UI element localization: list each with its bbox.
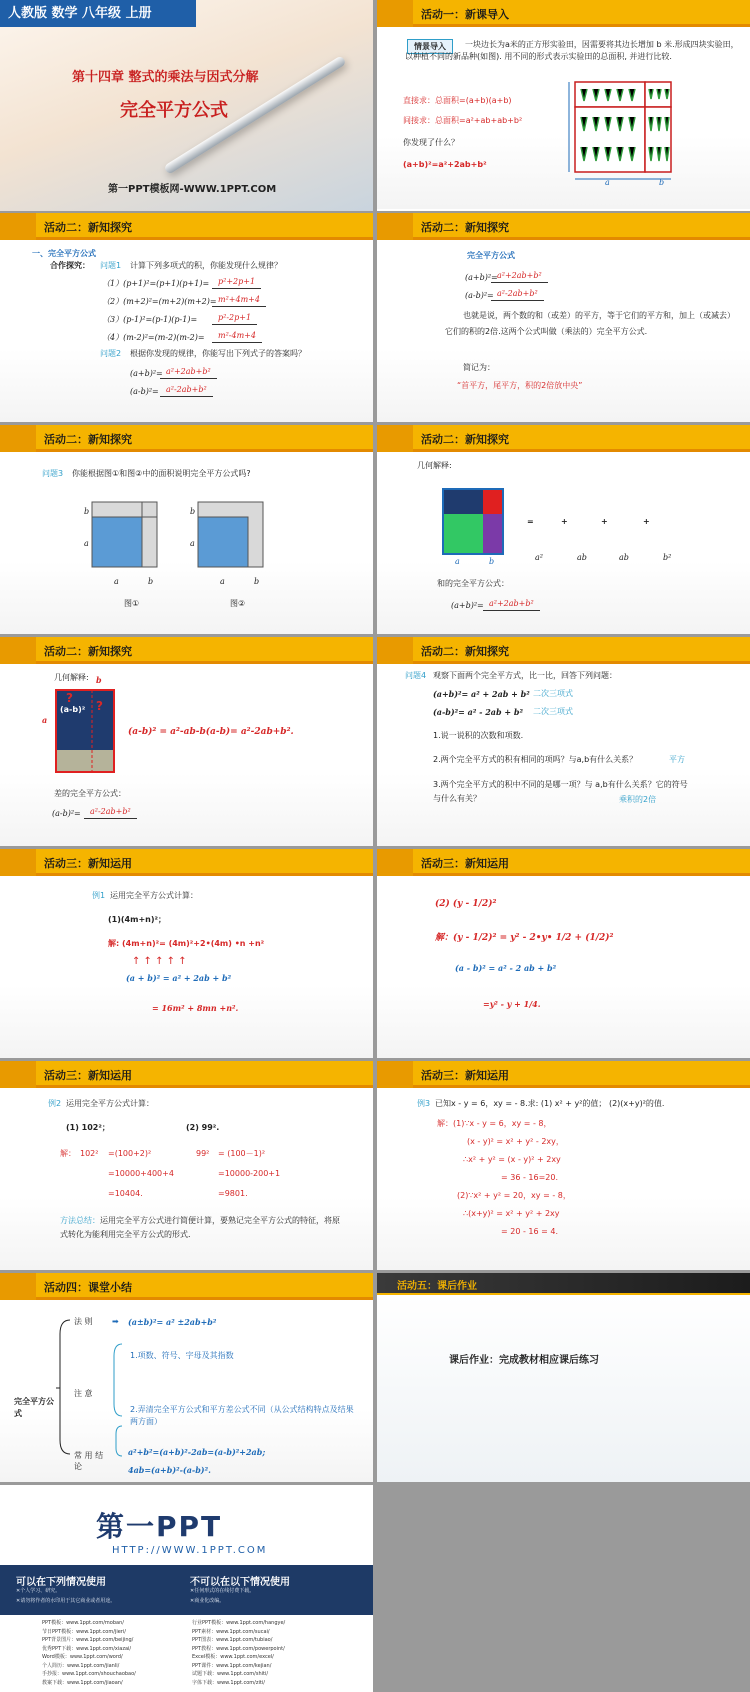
row-3-lhs: （3）(p-1)²=(p-1)(p-1)= xyxy=(102,315,198,324)
links-right xyxy=(192,1619,285,1687)
question3-label: 问题3 xyxy=(42,469,64,478)
question3-text: 你能根据图①和图②中的面积说明完全平方公式吗? xyxy=(72,469,251,478)
fig1-bottom-b: b xyxy=(148,577,154,586)
geo-title: 几何解释: xyxy=(54,673,89,682)
question-mark-2: ? xyxy=(96,699,103,713)
question2-label: 问题2 xyxy=(100,349,122,358)
slide-header-label: 活动二：新知探究 xyxy=(421,221,509,234)
diff-title: 差的完全平方公式： xyxy=(54,789,126,798)
problem-1: (1) 102²； xyxy=(66,1123,110,1132)
sub-question-2: 2.两个完全平方式的积有相同的项吗？与a,b有什么关系？ xyxy=(433,755,638,764)
link-left-2[interactable]: 节日PPT模板：www.1ppt.com/jieri/ xyxy=(42,1628,126,1635)
term-2: ab xyxy=(577,553,587,562)
slide-summary[interactable] xyxy=(0,1273,373,1482)
can-use-1: ✕个人学习、研究。 xyxy=(16,1588,61,1594)
col2-line-2: = (100－1)² xyxy=(218,1149,266,1158)
formula-2-lhs: (a-b)²= xyxy=(465,291,494,300)
formula-title: 完全平方公式 xyxy=(467,251,515,260)
link-right-8[interactable]: 字体下载：www.1ppt.com/ziti/ xyxy=(192,1679,265,1686)
row-2-lhs: （2）(m+2)²=(m+2)(m+2)= xyxy=(102,297,217,306)
diagram-label-a: a xyxy=(42,715,48,725)
slide-apply-1[interactable] xyxy=(0,849,373,1058)
slide-header xyxy=(377,1061,750,1088)
example-text: 已知x - y = 6，xy = - 8.求: (1) x² + y²的值； (2)(x+y)²的值. xyxy=(435,1099,665,1108)
geo-title: 几何解释: xyxy=(417,461,452,470)
sub-answer-3: 乘积的2倍 xyxy=(619,795,657,804)
question1-text: 计算下列多项式的积，你能发现什么规律？ xyxy=(130,261,282,270)
slide-header xyxy=(0,637,373,664)
slide-header-label: 活动三：新知运用 xyxy=(421,857,509,870)
result-formula: (a+b)²=a²+2ab+b² xyxy=(403,160,487,169)
slide-header xyxy=(377,1273,750,1295)
area-label: (a-b)² xyxy=(60,705,86,714)
cannot-use-1: ✕任何形式的在线付费下载。 xyxy=(190,1588,255,1594)
solution-line: 解: (4m+n)²= (4m)²+2•(4m) •n +n² xyxy=(108,939,265,948)
row-3-answer: p²-2p+1 xyxy=(212,312,257,325)
question4-text: 观察下面两个完全平方式，比一比，回答下列问题： xyxy=(433,671,617,680)
slide-credits[interactable] xyxy=(0,1485,373,1692)
col1-line-2: =(100+2)² xyxy=(108,1149,152,1158)
question-text: 你发现了什么？ xyxy=(403,138,459,147)
link-right-2[interactable]: PPT素材：www.1ppt.com/sucai/ xyxy=(192,1628,270,1635)
cover-badge: 人教版 数学 八年级 上册 xyxy=(0,0,196,27)
solution-line-2: (x - y)² = x² + y² - 2xy， xyxy=(467,1137,564,1146)
compare-formula-2: (a-b)²= a² - 2ab + b² xyxy=(433,707,523,717)
fig1-bottom-a: a xyxy=(114,577,119,586)
link-left-7[interactable]: 手抄报：www.1ppt.com/shouchaobao/ xyxy=(42,1671,136,1677)
can-use-2: ✕请勿将作者的水印用于其它商业或者用途。 xyxy=(16,1598,116,1604)
slide-header-label: 活动三：新知运用 xyxy=(44,857,132,870)
question-mark-1: ? xyxy=(66,691,73,705)
label-a-bottom: a xyxy=(605,178,610,187)
coop-label: 合作探究： xyxy=(50,261,90,270)
intro-text: 一块边长为a米的正方形实验田，因需要将其边长增加 b 米.形成四块实验田，以种植不同的新品种(如图). 用不同的形式表示实验田的总面积, 并进行比较. xyxy=(405,40,739,61)
slide-header-label: 活动一：新课导入 xyxy=(421,8,509,21)
question2-text: 根据你发现的规律，你能写出下列式子的答案吗？ xyxy=(130,349,306,358)
slide-header xyxy=(0,1273,373,1300)
plus-2: + xyxy=(601,517,608,526)
slide-apply-4[interactable] xyxy=(377,1061,750,1270)
diff-formula-lhs: (a-b)²= xyxy=(52,809,81,818)
solution-line-1: 解：(1)∵x - y = 6，xy = - 8， xyxy=(437,1119,552,1128)
slide-header-label: 活动二：新知探究 xyxy=(421,645,509,658)
equals-sign: = xyxy=(527,517,534,526)
indirect-formula: 间接求：总面积=a²+ab+ab+b² xyxy=(403,116,523,125)
formula-2-answer: a²-2ab+b² xyxy=(491,288,544,301)
solution-line-6: ∴(x+y)² = x² + y² + 2xy xyxy=(463,1209,560,1218)
row-1-lhs: （1）(p+1)²=(p+1)(p+1)= xyxy=(102,279,210,288)
square-diagram xyxy=(433,484,513,564)
compare-note-2: 二次三项式 xyxy=(533,707,573,716)
figure-1 xyxy=(82,497,172,587)
formula-1-answer: a²+2ab+b² xyxy=(491,270,548,283)
fig1-label-b: b xyxy=(84,507,90,516)
plus-3: + xyxy=(643,517,650,526)
row-4-lhs: （4）(m-2)²=(m-2)(m-2)= xyxy=(102,333,205,342)
slide-header xyxy=(377,0,750,27)
method-summary-text: 运用完全平方公式进行简便计算，要熟记完全平方公式的特征，将原式转化为能利用完全平方公式的形式． xyxy=(60,1216,340,1239)
slide-header-label: 活动二：新知探究 xyxy=(44,221,132,234)
col2-line-1: 99² xyxy=(196,1149,210,1158)
formula-2-answer: a²-2ab+b² xyxy=(160,384,213,397)
row-1-answer: p²+2p+1 xyxy=(212,276,261,289)
brief-label: 简记为： xyxy=(463,363,495,372)
problem-2: (2) 99². xyxy=(186,1123,220,1132)
slide-explore-6[interactable] xyxy=(377,637,750,846)
rule-label: 法 则 xyxy=(74,1317,93,1326)
method-summary xyxy=(60,1214,340,1242)
summary-root: 完全平方公式 xyxy=(14,1397,54,1418)
sub-answer-2: 平方 xyxy=(669,755,685,764)
fig2-label-a: a xyxy=(190,539,195,548)
figure-2 xyxy=(188,497,278,587)
slide-header xyxy=(0,1061,373,1088)
scene-tag: 情景导入 xyxy=(407,39,453,54)
solution-line-7: = 20 - 16 = 4. xyxy=(501,1227,558,1236)
link-left-3[interactable]: PPT背景图片：www.1ppt.com/beijing/ xyxy=(42,1637,134,1643)
formula-description: 也就是说，两个数的和（或差）的平方，等于它们的平方和，加上（或减去）它们的积的2倍.这两个公式叫做（乘法的）完全平方公式. xyxy=(445,311,735,336)
cannot-use-2: ✕商业化改编。 xyxy=(190,1598,225,1604)
slide-cover[interactable] xyxy=(0,0,373,211)
question4-label: 问题4 xyxy=(405,671,427,680)
note-label: 注 意 xyxy=(74,1389,93,1398)
site-watermark: 第一PPT模板网-WWW.1PPT.COM xyxy=(108,184,277,195)
slide-explore-1[interactable] xyxy=(0,213,373,422)
homework-text: 课后作业：完成教材相应课后练习 xyxy=(449,1355,599,1366)
slide-header-label: 活动三：新知运用 xyxy=(421,1069,509,1082)
diagram-label-b: b xyxy=(96,675,102,685)
slide-header xyxy=(377,637,750,664)
fig2-bottom-a: a xyxy=(220,577,225,586)
slide-homework[interactable] xyxy=(377,1273,750,1482)
solution-label: 解： xyxy=(60,1149,76,1158)
diagram-label-b: b xyxy=(489,557,495,566)
example-label: 例3 xyxy=(417,1099,431,1108)
solution-line: 解：(y - 1/2)² = y² - 2•y• 1/2 + (1/2)² xyxy=(435,933,614,943)
common-1: a²+b²=(a+b)²-2ab=(a-b)²+2ab; xyxy=(128,1447,266,1457)
slide-header-label: 活动四：课堂小结 xyxy=(44,1281,132,1294)
formula-mapping: (a + b)² = a² + 2ab + b² xyxy=(126,973,232,983)
cannot-use-title: 不可以在以下情况使用 xyxy=(190,1577,290,1588)
slide-header-label: 活动二：新知探究 xyxy=(421,433,509,446)
link-right-7[interactable]: 试题下载：www.1ppt.com/shiti/ xyxy=(192,1671,269,1677)
link-left-1[interactable]: PPT模板：www.1ppt.com/moban/ xyxy=(42,1620,124,1626)
fig2-bottom-b: b xyxy=(254,577,260,586)
links-left xyxy=(42,1619,136,1687)
problem: (2) (y - 1/2)² xyxy=(435,899,497,909)
common-label: 常 用 结 论 xyxy=(74,1451,104,1471)
col1-line-1: 102² xyxy=(80,1149,99,1158)
field-diagram xyxy=(565,77,675,187)
sum-formula-answer: a²+2ab+b² xyxy=(483,598,540,611)
can-use-title: 可以在下列情况使用 xyxy=(16,1577,106,1588)
slide-intro[interactable] xyxy=(377,0,750,211)
term-4: b² xyxy=(663,553,672,562)
compare-note-1: 二次三项式 xyxy=(533,689,573,698)
slide-header-label: 活动二：新知探究 xyxy=(44,645,132,658)
diff-formula-answer: a²-2ab+b² xyxy=(84,806,137,819)
link-right-4[interactable]: PPT教程：www.1ppt.com/powerpoint/ xyxy=(192,1645,285,1652)
question1-label: 问题1 xyxy=(100,261,122,270)
slide-header xyxy=(0,213,373,240)
link-left-5[interactable]: Word模板：www.1ppt.com/word/ xyxy=(42,1654,123,1660)
col2-line-4: =9801. xyxy=(218,1189,248,1198)
rule-arrow: ➡ xyxy=(112,1317,119,1326)
figure-1-caption: 图① xyxy=(124,599,140,608)
example-label: 例1 xyxy=(92,891,106,900)
result: =y² - y + 1/4. xyxy=(483,999,541,1009)
slide-explore-5[interactable] xyxy=(0,637,373,846)
difference-diagram xyxy=(50,686,122,786)
solution-line-4: = 36 - 16=20. xyxy=(501,1173,559,1182)
result: = 16m² + 8mn +n². xyxy=(152,1003,239,1013)
sum-title: 和的完全平方公式： xyxy=(437,579,509,588)
slide-header-label: 活动三：新知运用 xyxy=(44,1069,132,1082)
diagram-label-a: a xyxy=(455,557,460,566)
slide-header xyxy=(0,425,373,452)
example-text: 运用完全平方公式计算： xyxy=(110,891,198,900)
link-left-6[interactable]: 个人简历：www.1ppt.com/jianli/ xyxy=(42,1662,120,1669)
sub-question-3: 3.两个完全平方式的积中不同的是哪一项？与 a,b有什么关系？它的符号与什么有关？ xyxy=(433,780,688,803)
link-left-4[interactable]: 优秀PPT下载：www.1ppt.com/xiazai/ xyxy=(42,1645,132,1652)
formula-1-answer: a²+2ab+b² xyxy=(160,366,217,379)
compare-formula-1: (a+b)²= a² + 2ab + b² xyxy=(433,689,530,699)
slide-header-label: 活动五：课后作业 xyxy=(397,1281,477,1292)
formula-1-lhs: (a+b)²= xyxy=(465,273,498,282)
slide-explore-4[interactable] xyxy=(377,425,750,634)
logo-url: HTTP://WWW.1PPT.COM xyxy=(112,1545,268,1556)
slide-header xyxy=(0,849,373,876)
sum-formula-lhs: (a+b)²= xyxy=(451,601,484,610)
col2-line-3: =10000-200+1 xyxy=(218,1169,281,1178)
link-right-3[interactable]: PPT图表：www.1ppt.com/tubiao/ xyxy=(192,1637,273,1643)
problem: (1)(4m+n)²； xyxy=(108,915,166,924)
formula-1-lhs: (a+b)²= xyxy=(130,369,163,378)
row-4-answer: m²-4m+4 xyxy=(212,330,262,343)
term-1: a² xyxy=(535,553,543,562)
slide-apply-3[interactable] xyxy=(0,1061,373,1270)
chapter-title: 第十四章 整式的乘法与因式分解 xyxy=(72,70,259,85)
link-right-5[interactable]: Excel模板：www.1ppt.com/excel/ xyxy=(192,1654,274,1660)
page-title: 完全平方公式 xyxy=(120,100,228,121)
fig1-label-a: a xyxy=(84,539,89,548)
figure-2-caption: 图② xyxy=(230,599,246,608)
plus-1: + xyxy=(561,517,568,526)
rhyme-text: “首平方，尾平方，积的2倍放中央” xyxy=(457,381,583,390)
col1-line-3: =10000+400+4 xyxy=(108,1169,174,1178)
solution-line-5: (2)∵x² + y² = 20，xy = - 8， xyxy=(457,1191,571,1200)
note-2: 2.弄清完全平方公式和平方差公式不同（从公式结构特点及结果两方面） xyxy=(130,1405,354,1426)
link-right-6[interactable]: PPT课件：www.1ppt.com/kejian/ xyxy=(192,1662,272,1669)
slide-header xyxy=(377,849,750,876)
sub-question-1: 1.说一说积的次数和项数. xyxy=(433,731,524,740)
slide-header-label: 活动二：新知探究 xyxy=(44,433,132,446)
note-1: 1.项数、符号、字母及其指数 xyxy=(130,1351,234,1360)
solution-line-3: ∴x² + y² = (x - y)² + 2xy xyxy=(463,1155,561,1164)
slide-apply-2[interactable] xyxy=(377,849,750,1058)
example-label: 例2 xyxy=(48,1099,62,1108)
rule-formula: (a±b)²= a² ±2ab+b² xyxy=(128,1317,217,1327)
mapping-arrows: ↑ ↑ ↑ ↑ ↑ xyxy=(132,956,187,967)
logo: 第一PPT xyxy=(96,1510,223,1543)
row-2-answer: m²+4m+4 xyxy=(212,294,266,307)
fig2-label-b: b xyxy=(190,507,196,516)
formula-2-lhs: (a-b)²= xyxy=(130,387,159,396)
common-2: 4ab=(a+b)²-(a-b)². xyxy=(128,1465,211,1475)
link-right-1[interactable]: 行业PPT模板：www.1ppt.com/hangye/ xyxy=(192,1620,286,1626)
term-3: ab xyxy=(619,553,629,562)
col1-line-4: =10404. xyxy=(108,1189,143,1198)
label-b-bottom: b xyxy=(659,178,665,187)
info-band xyxy=(0,1565,373,1615)
slide-explore-2[interactable] xyxy=(377,213,750,422)
link-left-8[interactable]: 教案下载：www.1ppt.com/jiaoan/ xyxy=(42,1679,123,1686)
slide-explore-3[interactable] xyxy=(0,425,373,634)
slide-header xyxy=(377,213,750,240)
direct-formula: 直接求：总面积=(a+b)(a+b) xyxy=(403,96,512,105)
method-summary-label: 方法总结： xyxy=(60,1216,100,1225)
section-title: 一、完全平方公式 xyxy=(32,249,96,258)
derivation: (a-b)² = a²-ab-b(a-b)= a²-2ab+b². xyxy=(128,727,294,737)
formula-mapping: (a - b)² = a² - 2 ab + b² xyxy=(455,963,557,973)
example-text: 运用完全平方公式计算： xyxy=(66,1099,154,1108)
slide-header xyxy=(377,425,750,452)
